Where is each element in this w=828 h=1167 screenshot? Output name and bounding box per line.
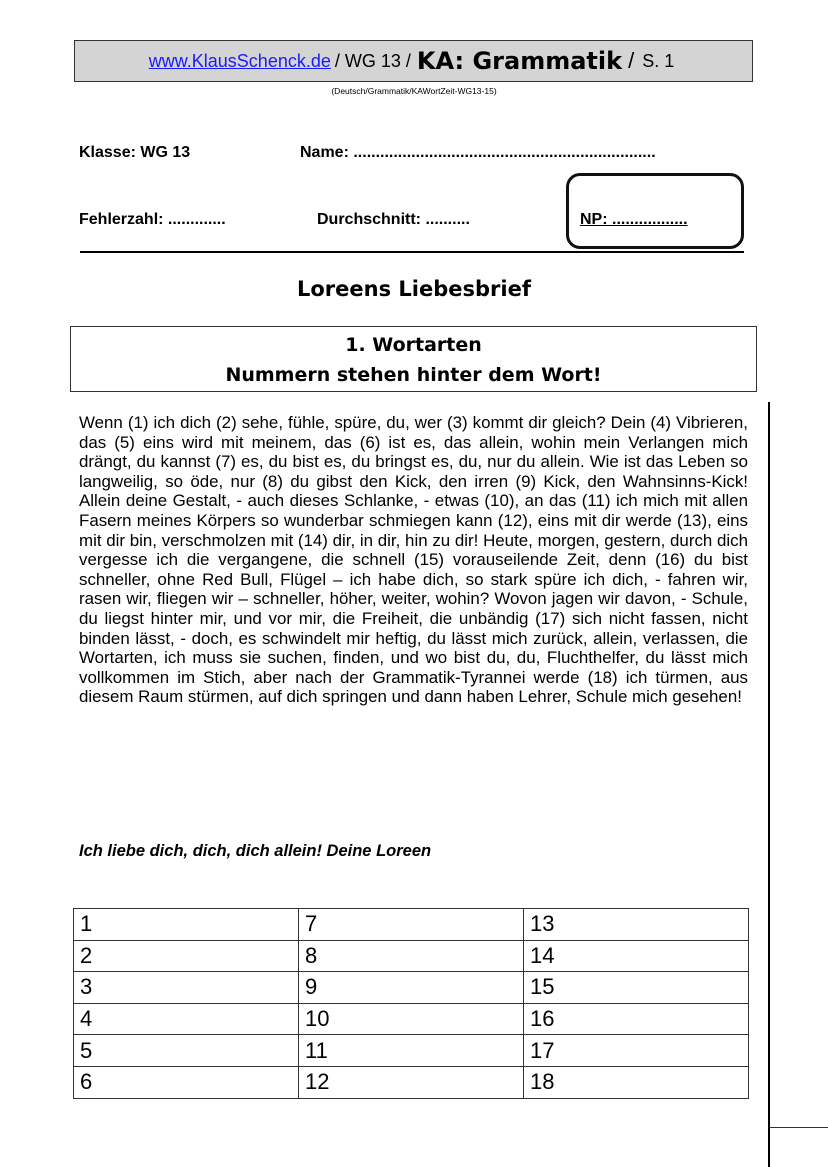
- website-link[interactable]: www.KlausSchenck.de: [148, 50, 331, 71]
- letter-text: Wenn (1) ich dich (2) sehe, fühle, spüre, du, wer (3) kommt dir gleich? Dein (4) Vibrieren, das (5) eins wird mit meinem, das (6) ist es, das allein, wohin mein Verlangen mich drängt, du kannst (7) es, du bist es, du bringst es, du, nur du allein. Wie ist das Leben so langweilig, so öde, nur (8) du gibst den Kick, den irren (9) Kick, den Wahnsinns-Kick! Allein deine Gestalt, - auch dieses Schlanke, - etwas (10), an das (11) ich mich mit allen Fasern meines Körpers so wunderbar schmiegen kann (12), eins mit dir werde (13), eins mit dir bin, verschmolzen mit (14) dir, in dir, hin zu dir! Heute, morgen, gestern, durch dich vergesse ich die vergangene, die schnell (15) vorauseilende Zeit, denn (16) du bist schneller, ohne Red Bull, Flügel – ich habe dich, so stark spüre ich dich, - fahren wir, rasen wir, fliegen wir – schneller, höher, weiter, wohin? Wovon jagen wir davon, - Schule, du liegst hinter mir, und vor mir, die Freiheit, die unbändig (17) sich nicht fassen, nicht binden lässt, - doch, es schwindelt mir heftig, du lässt mich zurück, allein, verlassen, die Wortarten, ich muss sie suchen, finden, und wo bist du, du, Fluchthelfer, du lässt mich vollkommen im Stich, aber nach der Grammatik-Tyrannei werde (18) ich türmen, aus diesem Raum stürmen, auf dich springen und dann haben Lehrer, Schule mich gesehen!: [79, 413, 748, 707]
- answer-cell[interactable]: 16: [524, 1003, 749, 1035]
- np-field[interactable]: NP: .................: [580, 211, 688, 228]
- bottom-margin-tick: [770, 1127, 828, 1128]
- answer-cell[interactable]: 5: [74, 1035, 299, 1067]
- name-field[interactable]: Name: ....................................................................: [300, 144, 656, 161]
- table-row: [74, 1035, 749, 1067]
- answer-table: [73, 908, 749, 1099]
- course-label: / WG 13 /: [334, 50, 411, 71]
- right-margin-rule: [768, 402, 770, 1167]
- answer-cell[interactable]: 10: [299, 1003, 524, 1035]
- table-row: [74, 972, 749, 1004]
- page-title: Loreens Liebesbrief: [297, 277, 531, 301]
- answer-cell[interactable]: 9: [299, 972, 524, 1004]
- answer-cell[interactable]: 4: [74, 1003, 299, 1035]
- durchschnitt-field[interactable]: Durchschnitt: ..........: [317, 211, 470, 228]
- table-row: [74, 909, 749, 941]
- header-bar: [74, 40, 753, 82]
- table-row: [74, 1003, 749, 1035]
- fehlerzahl-field[interactable]: Fehlerzahl: .............: [79, 211, 226, 228]
- answer-cell[interactable]: 13: [524, 909, 749, 941]
- table-row: [74, 940, 749, 972]
- answer-cell[interactable]: 8: [299, 940, 524, 972]
- signoff: Ich liebe dich, dich, dich allein! Deine Loreen: [79, 842, 432, 860]
- answer-cell[interactable]: 15: [524, 972, 749, 1004]
- exam-title: KA: Grammatik: [416, 47, 623, 75]
- answer-cell[interactable]: 18: [524, 1066, 749, 1098]
- section-heading: 1. Wortarten: [345, 334, 482, 356]
- answer-cell[interactable]: 3: [74, 972, 299, 1004]
- answer-cell[interactable]: 6: [74, 1066, 299, 1098]
- answer-cell[interactable]: 11: [299, 1035, 524, 1067]
- answer-cell[interactable]: 2: [74, 940, 299, 972]
- answer-cell[interactable]: 14: [524, 940, 749, 972]
- klasse-label: Klasse: WG 13: [79, 144, 191, 161]
- section-subheading: Nummern stehen hinter dem Wort!: [225, 364, 602, 386]
- answer-cell[interactable]: 7: [299, 909, 524, 941]
- page-number: S. 1: [642, 50, 675, 71]
- table-row: [74, 1066, 749, 1098]
- answer-cell[interactable]: 12: [299, 1066, 524, 1098]
- answer-cell[interactable]: 17: [524, 1035, 749, 1067]
- section-box: [70, 326, 757, 392]
- answer-cell[interactable]: 1: [74, 909, 299, 941]
- file-path-note: (Deutsch/Grammatik/KAWortZeit-WG13-15): [331, 86, 497, 96]
- header-divider: [80, 251, 744, 253]
- header-slash: /: [628, 48, 635, 73]
